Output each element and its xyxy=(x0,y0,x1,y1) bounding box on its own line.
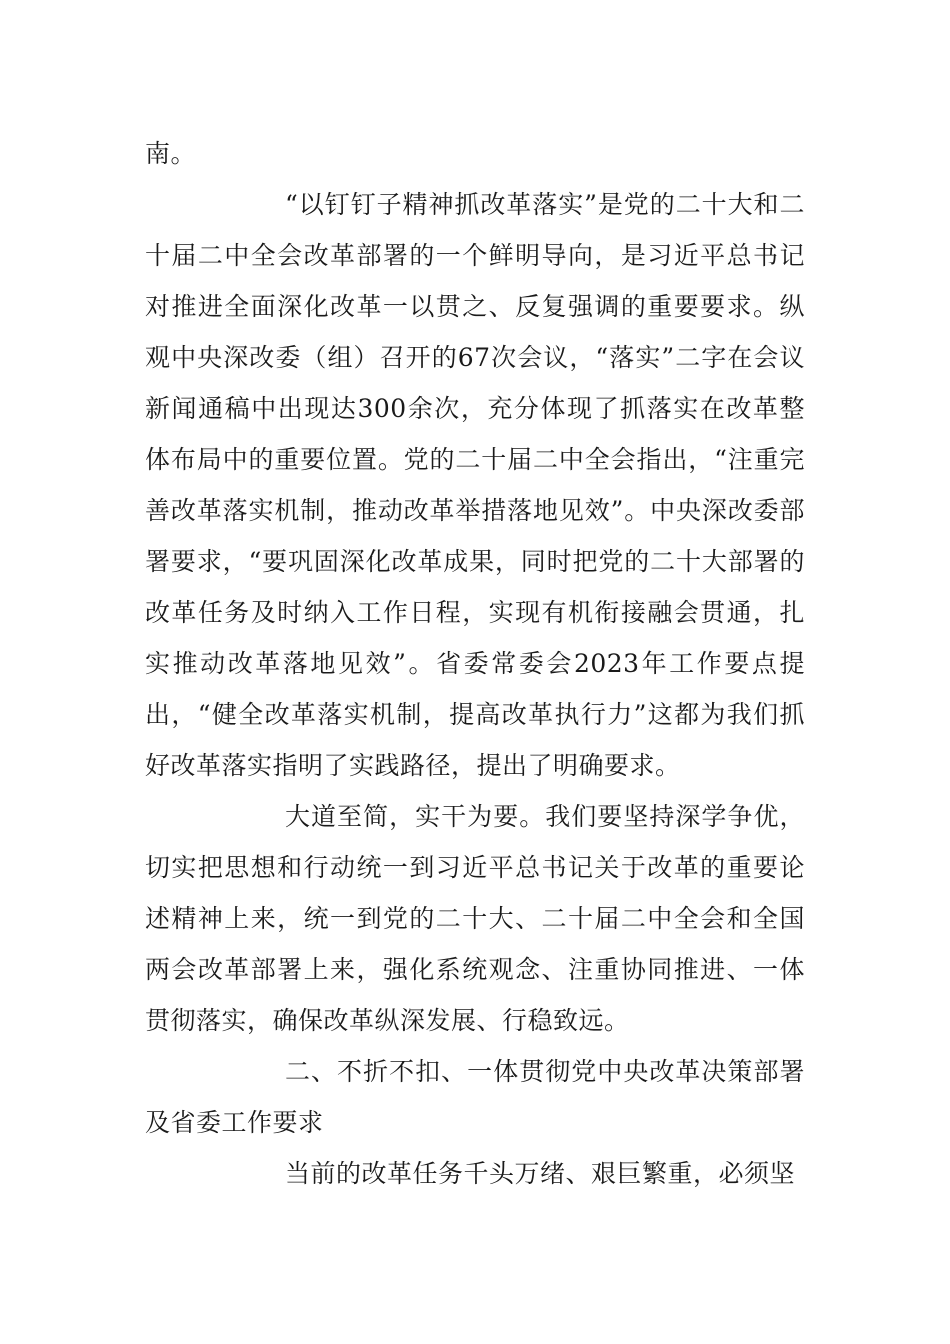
paragraph-great-way: 大道至简，实干为要。我们要坚持深学争优，切实把思想和行动统一到习近平总书记关于改革的重要论述精神上来，统一到党的二十大、二十届二中全会和全国两会改革部署上来，强化系统观念、注重协同推进、一体贯彻落实，确保改革纵深发展、行稳致远。 xyxy=(145,802,805,1035)
paragraph-continuation: 南。 xyxy=(145,139,197,168)
paragraph-nail-spirit: “以钉钉子精神抓改革落实”是党的二十大和二十届二中全会改革部署的一个鲜明导向，是习近平总书记对推进全面深化改革一以贯之、反复强调的重要要求。纵观中央深改委（组）召开的67次会议，“落实”二字在会议新闻通稿中出现达300余次，充分体现了抓落实在改革整体布局中的重要位置。党的二十届二中全会指出，“注重完善改革落实机制，推动改革举措落地见效”。中央深改委部署要求，“要巩固深化改革成果，同时把党的二十大部署的改革任务及时纳入工作日程，实现有机衔接融会贯通，扎实推动改革落地见效”。省委常委会2023年工作要点提出，“健全改革落实机制，提高改革执行力”这都为我们抓好改革落实指明了实践路径，提出了明确要求。 xyxy=(145,190,805,780)
section-heading-two: 二、不折不扣、一体贯彻党中央改革决策部署及省委工作要求 xyxy=(145,1057,805,1137)
document-body xyxy=(145,128,805,1199)
paragraph-current-tasks: 当前的改革任务千头万绪、艰巨繁重，必须坚 xyxy=(285,1159,796,1188)
